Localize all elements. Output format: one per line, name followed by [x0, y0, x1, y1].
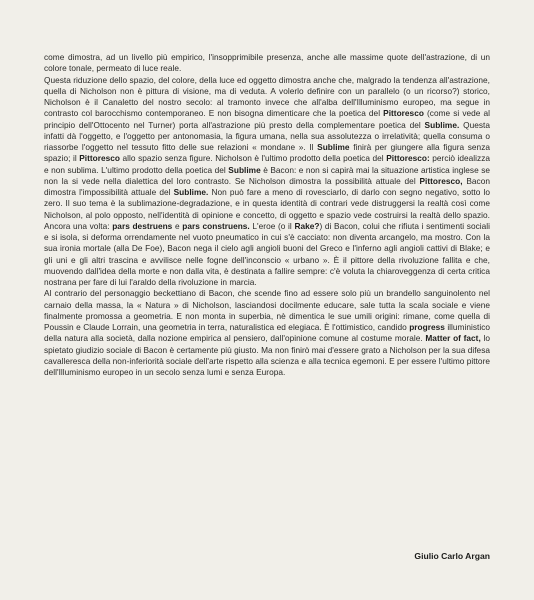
text-run: illuministico della natura alla società, dalla nozione empirica al pensiero, dall'opinione comune al costume morale. [44, 322, 490, 344]
emphasized-term: Pittoresco [383, 108, 424, 119]
text-run: lo spietato giudizio sociale di Bacon è certamente più giusto. Ma non finirò mai d'essere grato a Nicholson per la sua difesa cavalleresca della non-inferiorità sociale dell'arte rispetto alla scienza e alla tecnica egemoni. E per essere l'ultimo pittore dell'Illuminismo europeo in un secolo senza lumi e senza Europa. [44, 333, 490, 377]
text-run: (come si vede al principio dell'Ottocento nel Turner) porta all'astrazione più presto della complementare poetica del [44, 108, 490, 130]
paragraph [44, 75, 490, 289]
text-run: allo spazio senza figure. Nicholson è l'ultimo prodotto della poetica del [120, 153, 387, 164]
emphasized-term: Pittoresco [79, 153, 121, 164]
emphasized-term: Sublime. [424, 119, 460, 130]
text-run: è Bacon: e non si capirà mai la situazione artistica inglese se non la si vede nella dialettica del loro contrasto. Se Nicholson dimostra la possibilità attuale del [44, 164, 490, 186]
emphasized-term: Pittoresco: [386, 153, 430, 164]
text-run: L'eroe (o il [249, 220, 295, 231]
author-signature: Giulio Carlo Argan [414, 551, 490, 561]
text-run: Al contrario del personaggio beckettiano di Bacon, che scende fino ad essere solo più un brandello sanguinolento nel carnaio della massa, la « Natura » di Nicholson, lasciandosi docilmente educare, sale tutta la scala sociale e viene finalmente promossa a geometria. E non monta in superbia, nè dimentica le sue umili origini: rimane, come quella di Poussin e Claude Lorrain, una geometria in terra, naturalistica ed elegiaca. È l'ottimistico, candido [44, 288, 490, 332]
text-run: Non può fare a meno di rovesciarlo, di darlo con segno negativo, sotto lo zero. Il suo tema è la sublimazione-degradazione, e in questa identità di contrari vede distruggersi la realtà così come Nicholson, al polo opposto, nell'identità di opinione e concetto, di oggetto e spazio vede costruirsi la realtà dello spazio. Ancora una volta: [44, 187, 491, 231]
emphasized-term: pars destruens [112, 220, 173, 231]
paragraph [44, 288, 490, 378]
text-run: Questa infatti dà l'oggetto, e l'oggetto per antonomasia, la figura umana, nella sua assolutezza o irrelatività; quella consuma o riassorbe l'oggetto nel tessuto fitto delle sue relazioni « mondane ». Il [44, 119, 490, 152]
text-run: perciò idealizza e non sublima. L'ultimo prodotto della poetica del [44, 153, 490, 175]
text-run: Questa riduzione dello spazio, del colore, della luce ed oggetto dimostra anche che, malgrado la tendenza all'astrazione, quella di Nicholson non è pittura di visione, ma di veduta. A volerlo definire con un parallelo (o un ricorso?) storico, Nicholson è il Canaletto del nostro secolo: al tramonto invece che all'alba dell'Illuminismo europeo, ma segue in contrasto col barocchismo contemporaneo. E non bisogna dimenticare che la poetica del [44, 74, 490, 119]
emphasized-term: pars construens. [182, 220, 250, 231]
emphasized-term: Sublime [317, 142, 350, 152]
emphasized-term: progress [409, 322, 445, 332]
emphasized-term: Pittoresco, [419, 175, 463, 186]
emphasized-term: Sublime [228, 164, 261, 175]
emphasized-term: Sublime. [173, 187, 209, 197]
emphasized-term: Rake? [294, 220, 320, 231]
article-body [44, 52, 490, 378]
paragraph [44, 52, 490, 75]
text-run: come dimostra, ad un livello più empirico, l'insopprimibile presenza, anche alle massime quote dell'astrazione, di un colore tonale, permeato di luce reale. [44, 52, 490, 74]
text-run: Bacon dimostra l'impossibilità attuale del [44, 175, 490, 197]
text-run: finirà per giungere alla figura senza spazio; il [44, 142, 490, 164]
text-run: ) di Bacon, colui che rifiuta i sentimenti sociali e si isola, si deforma orrendamente nel vuoto pneumatico in cui s'è cacciato: non diventa arcangelo, ma mostro. Con la sua ironia mortale (alla De Foe), Bacon nega il cielo agli angioli buoni del Greco e l'inferno agli angioli cattivi di Blake; e gli uni e gli altri trascina e avvilisce nelle fogne dell'inconscio « urbano ». È il pittore della rivoluzione fallita e che, muovendo dall'idea della morte e non dalla vita, è destinata a fallire sempre: c'è voluta la chiaroveggenza di certa critica nostrana per fare di lui l'araldo della rivoluzione in marcia. [44, 220, 490, 287]
emphasized-term: Matter of fact, [425, 333, 481, 344]
text-run: e [172, 220, 183, 231]
